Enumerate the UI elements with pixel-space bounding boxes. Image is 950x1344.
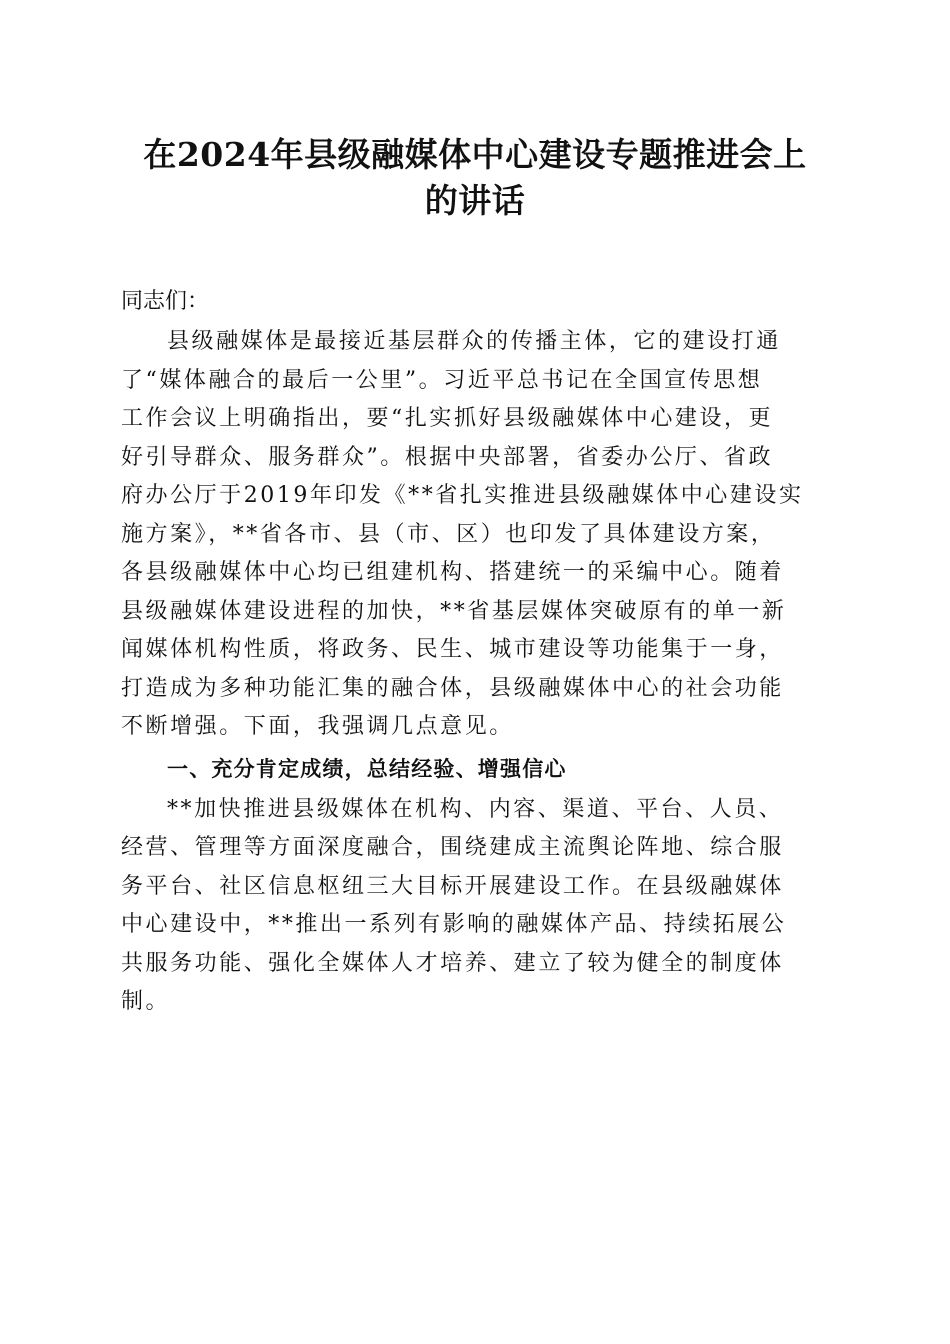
title-line-2: 的讲话	[424, 181, 526, 220]
paragraph-line: 共服务功能、强化全媒体人才培养、建立了较为健全的制度体	[121, 950, 784, 976]
paragraph-line: 县级融媒体建设进程的加快，**省基层媒体突破原有的单一新	[121, 598, 787, 624]
paragraph-line: 好引导群众、服务群众”。根据中央部署，省委办公厅、省政	[121, 444, 774, 470]
intro-paragraph	[121, 323, 823, 747]
title-line-1: 在2024年县级融媒体中心建设专题推进会上	[143, 135, 807, 174]
document-title	[110, 132, 840, 224]
paragraph-line: 各县级融媒体中心均已组建机构、搭建统一的采编中心。随着	[121, 560, 784, 585]
section-1-paragraph	[121, 791, 823, 1022]
paragraph-line: 府办公厅于2019年印发《**省扎实推进县级融媒体中心建设实	[121, 483, 804, 508]
paragraph-line: 经营、管理等方面深度融合，围绕建成主流舆论阵地、综合服	[121, 835, 784, 860]
paragraph-line: 打造成为多种功能汇集的融合体，县级融媒体中心的社会功能	[121, 675, 784, 701]
paragraph-line: **加快推进县级媒体在机构、内容、渠道、平台、人员、	[167, 796, 784, 822]
paragraph-line: 县级融媒体是最接近基层群众的传播主体，它的建设打通	[167, 329, 781, 354]
paragraph-line: 务平台、社区信息枢纽三大目标开展建设工作。在县级融媒体	[121, 873, 784, 899]
document-body	[121, 283, 823, 1022]
paragraph-line: 施方案》，**省各市、县（市、区）也印发了具体建设方案，	[121, 521, 776, 547]
paragraph-line: 工作会议上明确指出，要“扎实抓好县级融媒体中心建设，更	[121, 406, 774, 431]
paragraph-line: 制。	[121, 989, 171, 1014]
paragraph-line: 了“媒体融合的最后一公里”。习近平总书记在全国宣传思想	[121, 367, 763, 393]
paragraph-line: 不断增强。下面，我强调几点意见。	[121, 714, 514, 739]
section-heading-1: 一、充分肯定成绩，总结经验、增强信心	[167, 756, 567, 781]
salutation: 同志们：	[121, 289, 210, 314]
paragraph-line: 中心建设中，**推出一系列有影响的融媒体产品、持续拓展公	[121, 912, 787, 937]
paragraph-line: 闻媒体机构性质，将政务、民生、城市建设等功能集于一身，	[121, 637, 784, 662]
